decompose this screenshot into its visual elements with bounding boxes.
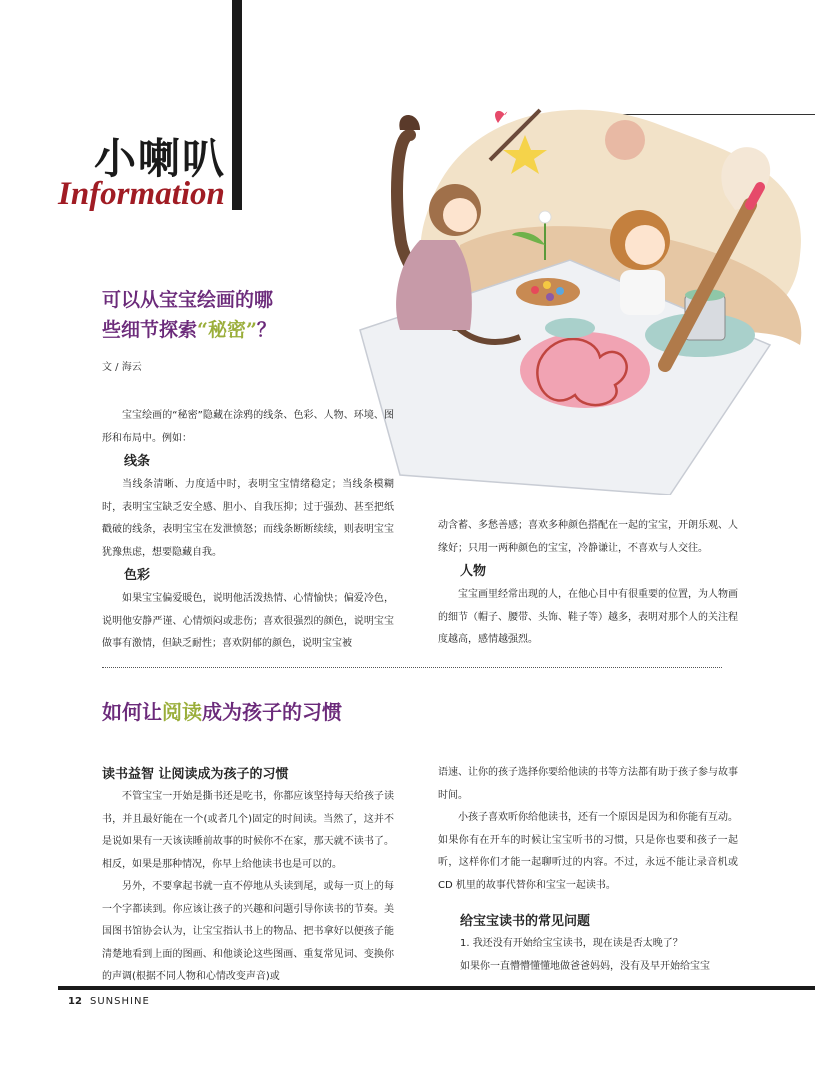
subheading-color: 色彩 [124, 568, 151, 583]
article2-subheading-2: 给宝宝读书的常见问题 [460, 914, 591, 929]
paragraph-people: 宝宝画里经常出现的人，在他心目中有很重要的位置，为人物画的细节（帽子、腰带、头饰、鞋子等）越多，表明对那个人的关注程度越高，感情越强烈。 [438, 589, 738, 645]
paragraph-color-continued: 动含蓄、多愁善感；喜欢多种颜色搭配在一起的宝宝，开朗乐观、人缘好；只用一两种颜色的宝宝，冷静谦让，不喜欢与人交往。 [438, 520, 738, 554]
article2-right-column [438, 762, 738, 978]
magazine-name: SUNSHINE [90, 996, 150, 1007]
article2-left-column [102, 764, 394, 989]
article1-left-column [102, 405, 394, 656]
article2-paragraph-2-continued: 语速、让你的孩子选择你要给他读的书等方法都有助于孩子参与故事时间。 [438, 767, 738, 801]
article-headline [102, 285, 402, 345]
children-painting-illustration [340, 95, 815, 495]
subheading-lines: 线条 [124, 454, 151, 469]
article2-paragraph-1: 不管宝宝一开始是撕书还是吃书，你都应该坚持每天给孩子读书，并且最好能在一个(或者几个)固定的时间读。当然了，这并不是说如果有一天该读睡前故事的时候你不在家，那天就不读书了。相反，如果是那种情况，你早上给他读书也是可以的。 [102, 791, 394, 870]
headline-highlight: “秘密” [197, 319, 257, 341]
title-vertical-bar [232, 0, 242, 210]
article2-title: 如何让阅读成为孩子的习惯 [102, 700, 342, 724]
article2-paragraph-2: 另外，不要拿起书就一直不停地从头读到尾，或每一页上的每一个字都读到。你应该让孩子的兴趣和问题引导你读书的节奏。美国图书馆协会认为，让宝宝指认书上的物品、把书拿好以便孩子能清楚地看到上面的图画、和他谈论这些图画、重复常见词、变换你的声调(根据不同人物和心情改变声音)或 [102, 881, 394, 982]
headline-line-1: 可以从宝宝绘画的哪 [102, 289, 274, 311]
section-divider [102, 667, 722, 668]
article2-paragraph-3: 小孩子喜欢听你给他读书，还有一个原因是因为和你能有互动。如果你有在开车的时候让宝宝听书的习惯，只是你也要和孩子一起听，这样你们才能一起聊听过的内容。不过，永远不能让录音机或 CD 机里的故事代替你和宝宝一起读书。 [438, 812, 738, 891]
subheading-people: 人物 [460, 564, 487, 579]
faq-answer-1: 如果你一直懵懵懂懂地做爸爸妈妈，没有及早开始给宝宝 [460, 960, 710, 972]
paragraph-lines: 当线条清晰、力度适中时，表明宝宝情绪稳定；当线条模糊时，表明宝宝缺乏安全感、胆小、自我压抑；过于强劲、甚至把纸戳破的线条，表明宝宝在发泄愤怒；而线条断断续续，则表明宝宝犹豫焦虑，想要隐藏自我。 [102, 479, 394, 558]
article1-right-column [438, 515, 738, 652]
column-title: 小喇叭 [94, 134, 227, 183]
article2-title-highlight: 阅读 [162, 700, 202, 724]
column-title-english: Information [58, 176, 225, 212]
paragraph-color: 如果宝宝偏爱暖色，说明他活泼热情、心情愉快；偏爱冷色，说明他安静严谨、心情烦闷或悲伤；喜欢很强烈的颜色，说明宝宝做事有激情，但缺乏耐性；喜欢阴郁的颜色，说明宝宝被 [102, 593, 394, 649]
byline: 文 / 海云 [102, 362, 142, 373]
page-number: 12 [68, 996, 82, 1007]
intro-paragraph: 宝宝绘画的“秘密”隐藏在涂鸦的线条、色彩、人物、环境、图形和布局中。例如： [102, 410, 394, 444]
faq-question-1: 1. 我还没有开始给宝宝读书，现在读是否太晚了？ [460, 938, 683, 949]
footer-rule [58, 986, 815, 990]
headline-line-2: 些细节探索“秘密”？ [102, 319, 276, 341]
article2-subheading-1: 读书益智 让阅读成为孩子的习惯 [102, 767, 289, 782]
